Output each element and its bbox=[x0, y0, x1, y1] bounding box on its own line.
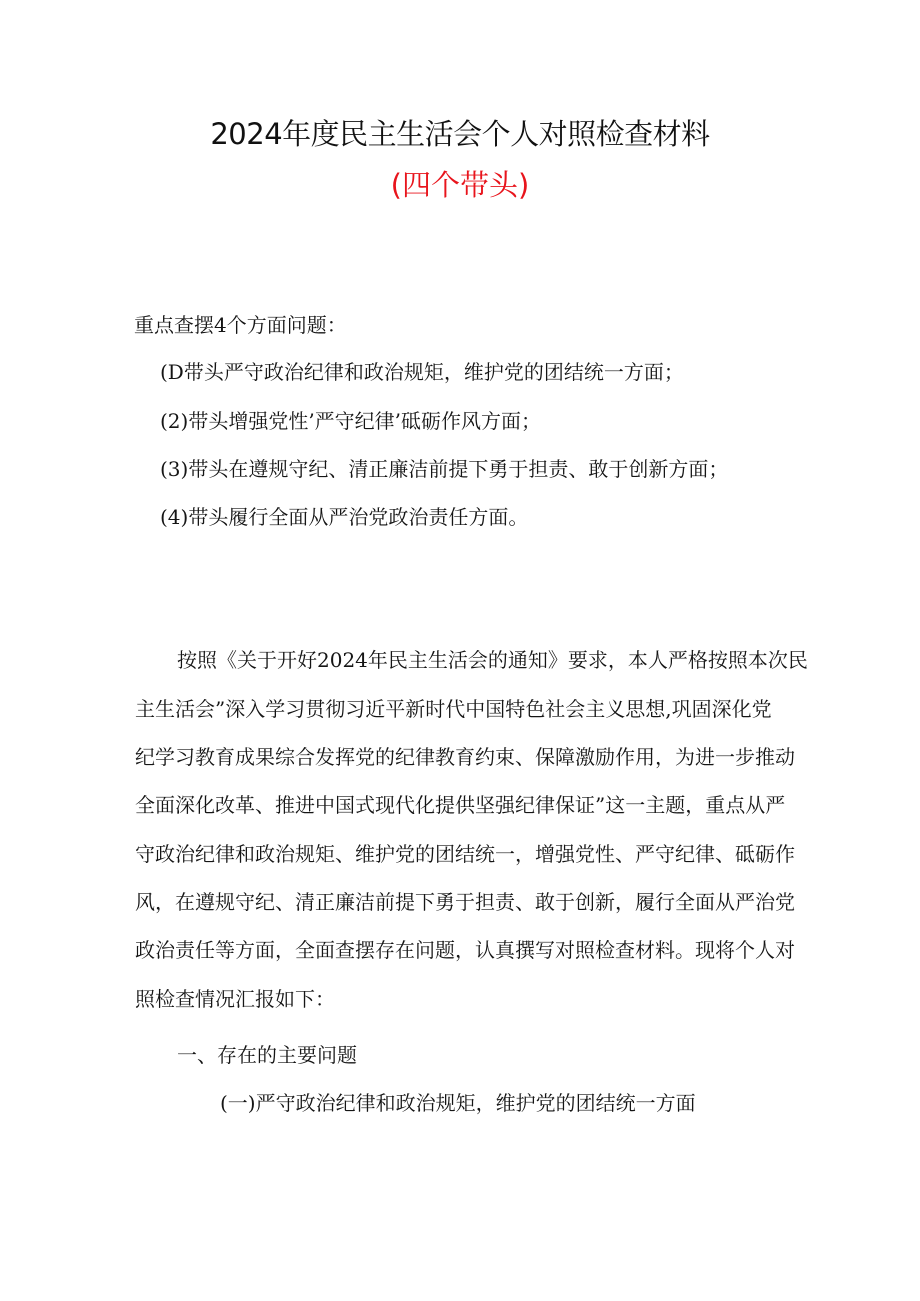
body-paragraph-line: 全面深化改革、推进中国式现代化提供坚强纪律保证”这一主题，重点从严 bbox=[135, 793, 786, 817]
body-paragraph-line: 守政治纪律和政治规矩、维护党的团结统一，增强党性、严守纪律、砥砺作 bbox=[135, 842, 795, 866]
body-paragraph-line: 风，在遵规守纪、清正廉洁前提下勇于担责、敢于创新，履行全面从严治党 bbox=[135, 890, 795, 914]
body-paragraph-line: 照检查情况汇报如下： bbox=[135, 987, 335, 1011]
intro-heading: 重点查摆4个方面问题： bbox=[134, 313, 347, 337]
subsection-heading: (一)严守政治纪律和政治规矩，维护党的团结统一方面 bbox=[220, 1091, 696, 1115]
intro-item: (4)带头履行全面从严治党政治责任方面。 bbox=[160, 505, 529, 529]
document-subtitle: (四个带头) bbox=[390, 168, 530, 202]
body-paragraph-line: 政治责任等方面，全面查摆存在问题，认真撰写对照检查材料。现将个人对 bbox=[135, 938, 795, 962]
body-paragraph-line: 纪学习教育成果综合发挥党的纪律教育约束、保障激励作用，为进一步推动 bbox=[135, 745, 795, 769]
document-title: 2024年度民主生活会个人对照检查材料 bbox=[210, 117, 710, 151]
section-heading: 一、存在的主要问题 bbox=[177, 1043, 357, 1067]
intro-item: (2)带头增强党性’严守纪律’砥砺作风方面； bbox=[160, 409, 542, 433]
body-paragraph-line: 按照《关于开好2024年民主生活会的通知》要求，本人严格按照本次民 bbox=[177, 648, 808, 672]
intro-item: (D带头严守政治纪律和政治规矩，维护党的团结统一方面； bbox=[160, 360, 684, 384]
body-paragraph-line: 主生活会”深入学习贯彻习近平新时代中国特色社会主义思想,巩固深化党 bbox=[135, 697, 772, 721]
intro-item: (3)带头在遵规守纪、清正廉洁前提下勇于担责、敢于创新方面； bbox=[160, 457, 729, 481]
